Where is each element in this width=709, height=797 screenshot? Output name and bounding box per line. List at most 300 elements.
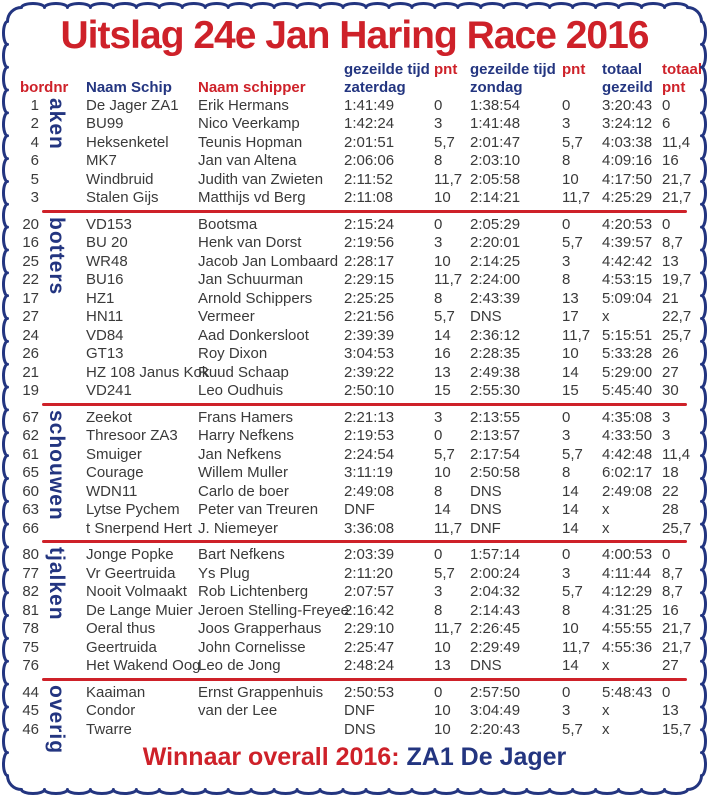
cell-tijd_zondag: 2:29:49 [470,638,521,656]
cell-pnt_zondag: 5,7 [562,720,583,738]
cell-schipper: Aad Donkersloot [198,326,309,344]
cell-pnt_zaterdag: 14 [434,501,451,519]
section-label: botters [45,216,68,295]
cell-pnt_zondag: 0 [562,215,571,233]
table-row [16,364,693,383]
cell-schipper: Ruud Schaap [198,363,289,381]
table-row [16,171,693,190]
cell-totaal_gezeild: 3:20:43 [602,96,653,114]
cell-totaal_gezeild: 4:03:38 [602,133,653,151]
cell-tijd_zaterdag: 2:29:15 [344,271,395,289]
cell-tijd_zondag: 2:26:45 [470,620,521,638]
cell-schip: Kaaiman [86,683,146,701]
cell-pnt_zondag: 3 [562,702,571,720]
cell-pnt_zaterdag: 10 [434,464,451,482]
cell-schipper: Jacob Jan Lombaard [198,252,339,270]
cell-tijd_zaterdag: 2:11:20 [344,564,393,582]
column-header-pnt-zondag: pnt [562,60,586,78]
cell-totaal_pnt: 11,4 [662,133,691,151]
cell-schipper [198,721,344,740]
cell-bordnr: 75 [22,638,39,656]
cell-totaal_pnt: 22 [662,482,679,500]
cell-tijd_zondag: 2:00:24 [470,564,521,582]
cell-totaal_pnt: 19,7 [662,271,692,289]
cell-bordnr: 22 [22,271,39,289]
cell-bordnr: 20 [22,215,39,233]
cell-tijd_zaterdag: 2:39:22 [344,363,395,381]
cell-tijd_zaterdag: 2:19:56 [344,234,395,252]
cell-totaal_gezeild: 5:33:28 [602,345,653,363]
cell-totaal_pnt: 0 [662,96,671,114]
cell-schip: Geertruida [86,638,157,656]
column-header-totaal-pnt: totaal pnt [662,60,703,96]
cell-pnt_zondag: 5,7 [562,445,583,463]
cell-pnt_zondag: 10 [562,170,579,188]
cell-tijd_zondag: 2:13:55 [470,408,521,426]
label-spacer [46,382,86,401]
label-spacer [46,639,86,658]
cell-bordnr: 45 [22,702,39,720]
cell-tijd_zaterdag: 2:21:56 [344,308,395,326]
cell-bordnr: 81 [22,601,39,619]
cell-totaal_gezeild: 4:42:42 [602,252,653,270]
cell-pnt_zondag: 0 [562,408,571,426]
cell-schipper: J. Niemeyer [198,519,279,537]
label-spacer [46,308,86,327]
section-aken [16,97,693,208]
section-divider [42,540,687,543]
cell-pnt_zaterdag: 10 [434,252,451,270]
cell-tijd_zondag: 1:57:14 [470,546,521,564]
cell-bordnr: 76 [22,657,39,675]
table-row [16,134,693,153]
cell-schipper: Leo de Jong [198,657,281,675]
cell-bordnr: 4 [30,133,39,151]
cell-totaal_gezeild: 4:17:50 [602,170,653,188]
column-header-naam-schipper: Naam schipper [198,78,306,96]
cell-schip: BU16 [86,271,124,289]
cell-pnt_zondag: 11,7 [562,189,591,207]
cell-pnt_zondag: 3 [562,252,571,270]
cell-totaal_gezeild: 4:55:55 [602,620,653,638]
cell-tijd_zaterdag: DNS [344,720,376,738]
cell-pnt_zaterdag: 8 [434,289,443,307]
cell-totaal_gezeild: 4:53:15 [602,271,653,289]
cell-schipper: Bootsma [198,215,258,233]
table-row [16,253,693,272]
cell-pnt_zaterdag: 3 [434,408,443,426]
cell-pnt_zaterdag: 5,7 [434,564,455,582]
cell-totaal_pnt: 0 [662,215,671,233]
cell-pnt_zaterdag: 10 [434,189,451,207]
cell-schipper: Frans Hamers [198,408,294,426]
cell-tijd_zondag: 2:20:01 [470,234,521,252]
section-label: overig [45,684,68,754]
section-divider [42,210,687,213]
label-spacer [46,345,86,364]
cell-schipper: Ernst Grappenhuis [198,683,324,701]
cell-bordnr: 65 [22,464,39,482]
cell-schipper: Peter van Treuren [198,501,319,519]
table-row [16,345,693,364]
cell-schipper: Harry Nefkens [198,427,294,445]
cell-tijd_zondag: DNS [470,657,502,675]
cell-schip: HN11 [86,308,124,326]
cell-totaal_pnt: 21,7 [662,189,692,207]
cell-totaal_gezeild: 5:15:51 [602,326,653,344]
cell-schip: Jonge Popke [86,546,174,564]
cell-schipper: Nico Veerkamp [198,115,300,133]
cell-pnt_zondag: 8 [562,464,571,482]
cell-totaal_gezeild: 4:00:53 [602,546,653,564]
cell-schipper: Teunis Hopman [198,133,303,151]
cell-schipper: van der Lee [198,702,278,720]
table-row [16,382,693,401]
cell-tijd_zondag: 2:14:43 [470,601,521,619]
cell-totaal_pnt: 16 [662,601,679,619]
cell-totaal_gezeild: 2:49:08 [602,482,653,500]
cell-tijd_zondag: DNS [470,501,502,519]
table-row [16,409,693,428]
column-header-tijd-zondag: gezeilde tijd zondag [470,60,556,96]
cell-pnt_zondag: 11,7 [562,326,591,344]
cell-bordnr: 27 [22,308,39,326]
cell-tijd_zondag: DNS [470,308,502,326]
table-row [16,327,693,346]
section-schouwen [16,409,693,539]
cell-tijd_zaterdag: 2:29:10 [344,620,395,638]
cell-schip: Thresoor ZA3 [86,427,178,445]
cell-totaal_pnt: 13 [662,252,679,270]
cell-pnt_zaterdag: 8 [434,482,443,500]
cell-schipper: Henk van Dorst [198,234,302,252]
cell-tijd_zaterdag: 2:03:39 [344,546,395,564]
table-row [16,583,693,602]
cell-schipper: Judith van Zwieten [198,170,324,188]
cell-schip: Lytse Pychem [86,501,180,519]
cell-totaal_gezeild: x [602,519,610,537]
cell-tijd_zaterdag: 2:39:39 [344,326,395,344]
table-row [16,657,693,676]
cell-pnt_zaterdag: 5,7 [434,445,455,463]
cell-totaal_pnt: 21 [662,289,679,307]
cell-pnt_zaterdag: 0 [434,427,443,445]
cell-bordnr: 26 [22,345,39,363]
cell-tijd_zondag: 2:55:30 [470,382,521,400]
section-divider [42,403,687,406]
cell-schipper: Jan Schuurman [198,271,304,289]
cell-tijd_zondag: 1:41:48 [470,115,521,133]
cell-bordnr: 24 [22,326,39,344]
cell-tijd_zondag: 2:05:29 [470,215,521,233]
cell-tijd_zondag: 2:36:12 [470,326,521,344]
cell-schip: HZ 108 Janus Kok [86,363,210,381]
table-row [16,97,693,116]
cell-bordnr: 3 [30,189,39,207]
label-spacer [46,171,86,190]
cell-pnt_zondag: 14 [562,501,579,519]
cell-totaal_gezeild: 5:29:00 [602,363,653,381]
cell-tijd_zaterdag: 2:25:25 [344,289,395,307]
cell-tijd_zaterdag: DNF [344,702,375,720]
cell-bordnr: 5 [30,170,39,188]
cell-bordnr: 80 [22,546,39,564]
cell-bordnr: 19 [22,382,39,400]
cell-tijd_zondag: 2:20:43 [470,720,521,738]
cell-schipper: Arnold Schippers [198,289,313,307]
cell-pnt_zondag: 3 [562,115,571,133]
cell-schip: Het Wakend Oog [86,657,201,675]
winner-banner [16,743,693,772]
cell-tijd_zondag: DNS [470,482,502,500]
table-row [16,501,693,520]
cell-tijd_zaterdag: 2:07:57 [344,583,395,601]
cell-bordnr: 16 [22,234,39,252]
cell-totaal_gezeild: x [602,501,610,519]
cell-totaal_gezeild: x [602,657,610,675]
cell-totaal_gezeild: 4:12:29 [602,583,653,601]
cell-schip: VD153 [86,215,132,233]
cell-schip: Windbruid [86,170,154,188]
cell-totaal_pnt: 13 [662,702,679,720]
label-spacer [46,657,86,676]
cell-tijd_zaterdag: 2:11:08 [344,189,393,207]
cell-pnt_zondag: 14 [562,519,579,537]
table-row [16,290,693,309]
cell-bordnr: 63 [22,501,39,519]
cell-pnt_zondag: 10 [562,620,579,638]
cell-schip: GT13 [86,345,124,363]
cell-bordnr: 60 [22,482,39,500]
cell-bordnr: 17 [22,289,39,307]
cell-tijd_zondag: 2:14:25 [470,252,521,270]
table-row [16,520,693,539]
cell-pnt_zondag: 13 [562,289,579,307]
cell-schipper: Jan Nefkens [198,445,282,463]
cell-pnt_zaterdag: 16 [434,345,451,363]
table-row [16,620,693,639]
cell-pnt_zaterdag: 0 [434,96,443,114]
cell-tijd_zaterdag: 2:16:42 [344,601,395,619]
cell-tijd_zaterdag: 3:11:19 [344,464,393,482]
cell-tijd_zondag: 2:49:38 [470,363,521,381]
cell-tijd_zaterdag: 3:36:08 [344,519,395,537]
cell-schip: Nooit Volmaakt [86,583,187,601]
cell-pnt_zaterdag: 8 [434,152,443,170]
cell-tijd_zaterdag: 2:50:10 [344,382,395,400]
cell-totaal_pnt: 0 [662,683,671,701]
cell-pnt_zaterdag: 13 [434,363,451,381]
cell-totaal_pnt: 11,4 [662,445,691,463]
cell-totaal_gezeild: 4:35:08 [602,408,653,426]
cell-tijd_zondag: 2:57:50 [470,683,521,701]
cell-tijd_zondag: 2:01:47 [470,133,521,151]
cell-pnt_zaterdag: 8 [434,601,443,619]
label-spacer [46,520,86,539]
cell-pnt_zondag: 5,7 [562,133,583,151]
table-row [16,639,693,658]
cell-tijd_zaterdag: 2:25:47 [344,638,395,656]
cell-tijd_zaterdag: DNF [344,501,375,519]
cell-totaal_pnt: 21,7 [662,638,692,656]
cell-tijd_zondag: 2:28:35 [470,345,521,363]
section-label: schouwen [45,409,68,521]
cell-totaal_gezeild: x [602,720,610,738]
cell-tijd_zaterdag: 2:50:53 [344,683,395,701]
cell-totaal_pnt: 22,7 [662,308,692,326]
cell-tijd_zaterdag: 1:41:49 [344,96,395,114]
cell-schipper: Rob Lichtenberg [198,583,309,601]
cell-schip: VD84 [86,326,124,344]
cell-tijd_zaterdag: 2:24:54 [344,445,395,463]
column-header-bordnr: bordnr [20,78,69,96]
cell-totaal_gezeild: 5:09:04 [602,289,653,307]
table-row [16,464,693,483]
cell-pnt_zaterdag: 0 [434,546,443,564]
table-row [16,308,693,327]
cell-pnt_zaterdag: 3 [434,234,443,252]
cell-totaal_pnt: 8,7 [662,234,683,252]
cell-schip: Oeral thus [86,620,156,638]
cell-tijd_zaterdag: 2:21:13 [344,408,395,426]
cell-tijd_zondag: 1:38:54 [470,96,521,114]
cell-pnt_zondag: 5,7 [562,583,583,601]
table-row [16,721,693,740]
cell-pnt_zaterdag: 13 [434,657,451,675]
cell-totaal_pnt: 8,7 [662,583,683,601]
column-header-totaal-gezeild: totaal gezeild [602,60,653,96]
cell-totaal_pnt: 30 [662,382,679,400]
cell-totaal_pnt: 25,7 [662,326,692,344]
cell-schipper: Bart Nefkens [198,546,285,564]
cell-schip: De Jager ZA1 [86,96,179,114]
label-spacer [46,189,86,208]
cell-totaal_pnt: 0 [662,546,671,564]
cell-pnt_zondag: 10 [562,345,579,363]
cell-tijd_zondag: 2:17:54 [470,445,521,463]
winner-value: ZA1 De Jager [406,743,567,772]
cell-pnt_zondag: 3 [562,564,571,582]
cell-schip: WR48 [86,252,128,270]
table-row [16,483,693,502]
cell-bordnr: 44 [22,683,39,701]
cell-pnt_zondag: 8 [562,601,571,619]
cell-schip: HZ1 [86,289,115,307]
label-spacer [46,327,86,346]
cell-tijd_zaterdag: 2:11:52 [344,170,393,188]
cell-pnt_zaterdag: 5,7 [434,133,455,151]
cell-totaal_gezeild: 4:11:44 [602,564,651,582]
cell-bordnr: 1 [30,96,39,114]
results-table-body [16,96,693,754]
table-row [16,115,693,134]
cell-pnt_zaterdag: 3 [434,115,443,133]
cell-bordnr: 46 [22,720,39,738]
cell-pnt_zaterdag: 11,7 [434,271,463,289]
table-row [16,234,693,253]
cell-pnt_zaterdag: 10 [434,720,451,738]
table-row [16,189,693,208]
cell-totaal_gezeild: 4:33:50 [602,427,653,445]
cell-pnt_zondag: 14 [562,482,579,500]
label-spacer [46,364,86,383]
cell-totaal_pnt: 18 [662,464,679,482]
cell-totaal_gezeild: 6:02:17 [602,464,653,482]
cell-schip: Twarre [86,720,132,738]
cell-schip: WDN11 [86,482,138,500]
cell-pnt_zaterdag: 10 [434,702,451,720]
cell-totaal_pnt: 25,7 [662,519,692,537]
cell-pnt_zondag: 3 [562,427,571,445]
cell-tijd_zondag: 2:13:57 [470,427,521,445]
page-title: Uitslag 24e Jan Haring Race 2016 [60,14,649,57]
table-row [16,427,693,446]
cell-pnt_zondag: 0 [562,96,571,114]
cell-totaal_pnt: 3 [662,408,671,426]
cell-schipper: Willem Muller [198,464,288,482]
table-row [16,216,693,235]
cell-totaal_gezeild: x [602,308,610,326]
cell-schip: De Lange Muier [86,601,193,619]
cell-tijd_zaterdag: 2:28:17 [344,252,395,270]
cell-pnt_zaterdag: 0 [434,683,443,701]
cell-tijd_zondag: DNF [470,519,501,537]
cell-pnt_zaterdag: 5,7 [434,308,455,326]
cell-pnt_zaterdag: 14 [434,326,451,344]
cell-schipper: John Cornelisse [198,638,306,656]
cell-schipper: Roy Dixon [198,345,268,363]
cell-pnt_zondag: 8 [562,271,571,289]
cell-tijd_zondag: 2:03:10 [470,152,521,170]
cell-schip: Vr Geertruida [86,564,176,582]
cell-schip: Courage [86,464,144,482]
cell-schipper: Erik Hermans [198,96,289,114]
label-spacer [46,152,86,171]
section-overig [16,683,693,754]
table-row [16,602,693,621]
cell-totaal_pnt: 27 [662,363,679,381]
cell-bordnr: 62 [22,427,39,445]
cell-bordnr: 21 [22,363,39,381]
cell-totaal_gezeild: 4:39:57 [602,234,653,252]
cell-pnt_zondag: 0 [562,683,571,701]
cell-totaal_gezeild: 4:55:36 [602,638,653,656]
cell-schip: Stalen Gijs [86,189,159,207]
table-row [16,565,693,584]
cell-schip: BU99 [86,115,124,133]
cell-totaal_gezeild: x [602,702,610,720]
cell-schip: VD241 [86,382,132,400]
cell-totaal_pnt: 26 [662,345,679,363]
cell-totaal_gezeild: 3:24:12 [602,115,653,133]
table-row [16,446,693,465]
cell-tijd_zondag: 3:04:49 [470,702,521,720]
cell-bordnr: 6 [30,152,39,170]
cell-schip: t Snerpend Hert [86,519,192,537]
section-botters [16,216,693,401]
column-header-pnt-zaterdag: pnt [434,60,458,78]
cell-totaal_gezeild: 4:31:25 [602,601,653,619]
cell-pnt_zaterdag: 0 [434,215,443,233]
section-tjalken [16,546,693,676]
cell-totaal_gezeild: 4:09:16 [602,152,653,170]
cell-totaal_gezeild: 4:25:29 [602,189,653,207]
cell-totaal_pnt: 3 [662,427,671,445]
cell-schip: MK7 [86,152,117,170]
cell-tijd_zaterdag: 3:04:53 [344,345,395,363]
cell-schip: Condor [86,702,136,720]
cell-tijd_zaterdag: 2:19:53 [344,427,395,445]
